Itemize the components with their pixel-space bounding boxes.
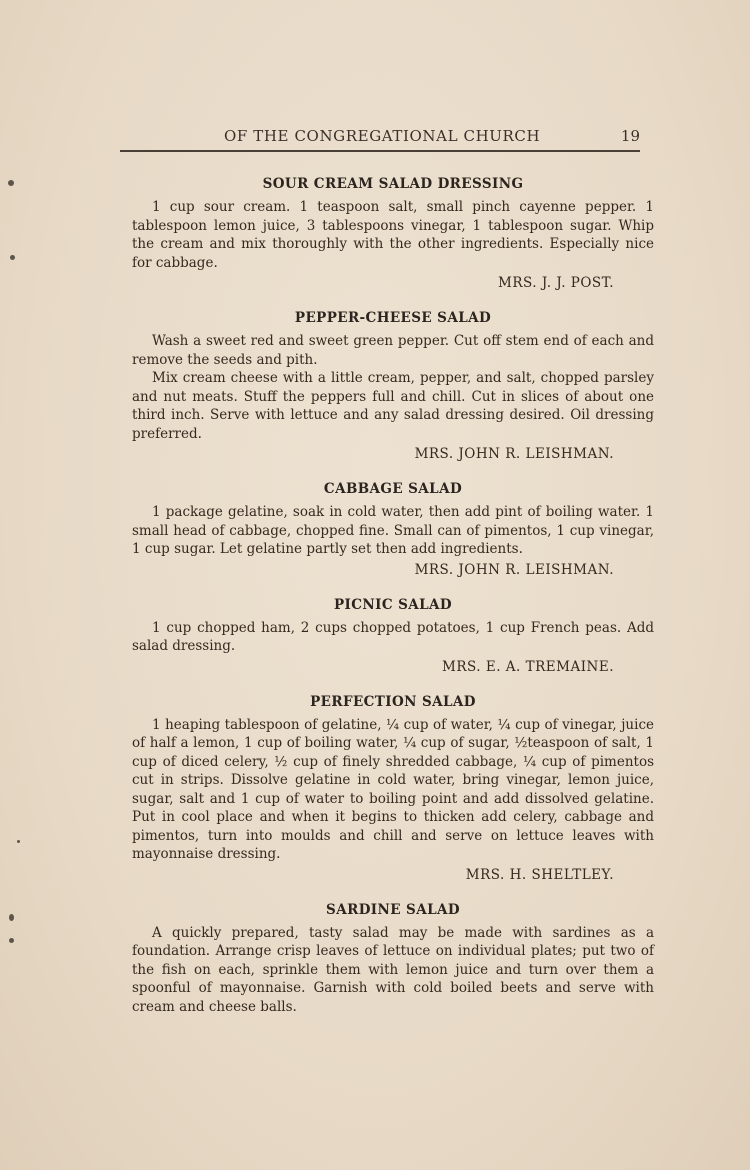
recipe-author: MRS. JOHN R. LEISHMAN. <box>414 446 614 462</box>
recipe-picnic-salad <box>132 597 654 675</box>
ink-speck <box>9 938 14 943</box>
recipe-author: MRS. E. A. TREMAINE. <box>442 658 614 675</box>
ink-speck <box>10 255 15 260</box>
recipe-title: PERFECTION SALAD <box>310 693 476 710</box>
recipe-text: 1 package gelatine, soak in cold water, then add pint of boiling water. 1 small head of cabbage, chopped fine. Small can of pimentos, 1 cup vinegar, 1 cup sugar. Let gelatine partly set then add ingredients. <box>132 504 654 557</box>
running-title: OF THE CONGREGATIONAL CHURCH <box>224 127 541 145</box>
recipe-text: 1 cup sour cream. 1 teaspoon salt, small pinch cayenne pepper. 1 tablespoon lemon juice, 3 tablespoons vinegar, 1 tablespoon sugar. Whip the cream and mix thoroughly with the other ingredients. Especially nice for cabbage. <box>132 199 654 271</box>
recipe-author: MRS. JOHN R. LEISHMAN. <box>414 561 614 578</box>
recipe-title: CABBAGE SALAD <box>323 481 463 497</box>
ink-speck <box>17 840 20 843</box>
recipe-text: Mix cream cheese with a little cream, pepper, and salt, chopped parsley and nut meats. Stuff the peppers full and chill. Cut in slices of about one third inch. Serve with lettuce and any salad dressing desired. Oil dressing preferred. <box>132 370 654 442</box>
recipe-text: 1 heaping tablespoon of gelatine, ¼ cup of water, ¼ cup of vinegar, juice of half a lemon, 1 cup of boiling water, ¼ cup of sugar, ½teaspoon of salt, 1 cup of diced celery, ½ cup of finely shredded cabbage, ¼ cup of pimentos cut in strips. Dissolve gelatine in cold water, bring vinegar, lemon juice, sugar, salt and 1 cup of water to boiling point and add dissolved gelatine. Put in cool place and when it begins to thicken add celery, cabbage and pimentos, turn into moulds and chill and serve on lettuce leaves with mayonnaise dressing. <box>132 716 654 862</box>
recipe-author: MRS. H. SHELTLEY. <box>465 866 614 883</box>
recipe-perfection-salad <box>132 694 654 883</box>
recipe-title: PICNIC SALAD <box>333 596 452 613</box>
header-rule <box>120 150 640 152</box>
page-number: 19 <box>620 127 640 145</box>
recipe-title: SARDINE SALAD <box>326 901 460 918</box>
page-header <box>120 127 640 149</box>
recipe-author: MRS. J. J. POST. <box>498 275 614 291</box>
recipe-text: Wash a sweet red and sweet green pepper. Cut off stem end of each and remove the seeds and pith. <box>132 333 654 368</box>
recipe-title: SOUR CREAM SALAD DRESSING <box>262 176 524 192</box>
ink-speck <box>9 914 14 921</box>
recipe-sardine-salad <box>132 902 654 1017</box>
recipe-title: PEPPER-CHEESE SALAD <box>294 310 492 326</box>
recipe-text: A quickly prepared, tasty salad may be made with sardines as a foundation. Arrange crisp leaves of lettuce on individual plates; put two of the fish on each, sprinkle them with lemon juice and turn over them a spoonful of mayonnaise. Garnish with cold boiled beets and serve with cream and cheese balls. <box>132 924 654 1015</box>
recipe-cabbage-salad <box>132 481 654 578</box>
recipe-pepper-cheese-salad <box>132 310 654 462</box>
recipe-list <box>132 176 654 1035</box>
recipe-text: 1 cup chopped ham, 2 cups chopped potatoes, 1 cup French peas. Add salad dressing. <box>132 619 654 654</box>
ink-speck <box>8 180 14 186</box>
recipe-sour-cream-salad-dressing <box>132 176 654 291</box>
